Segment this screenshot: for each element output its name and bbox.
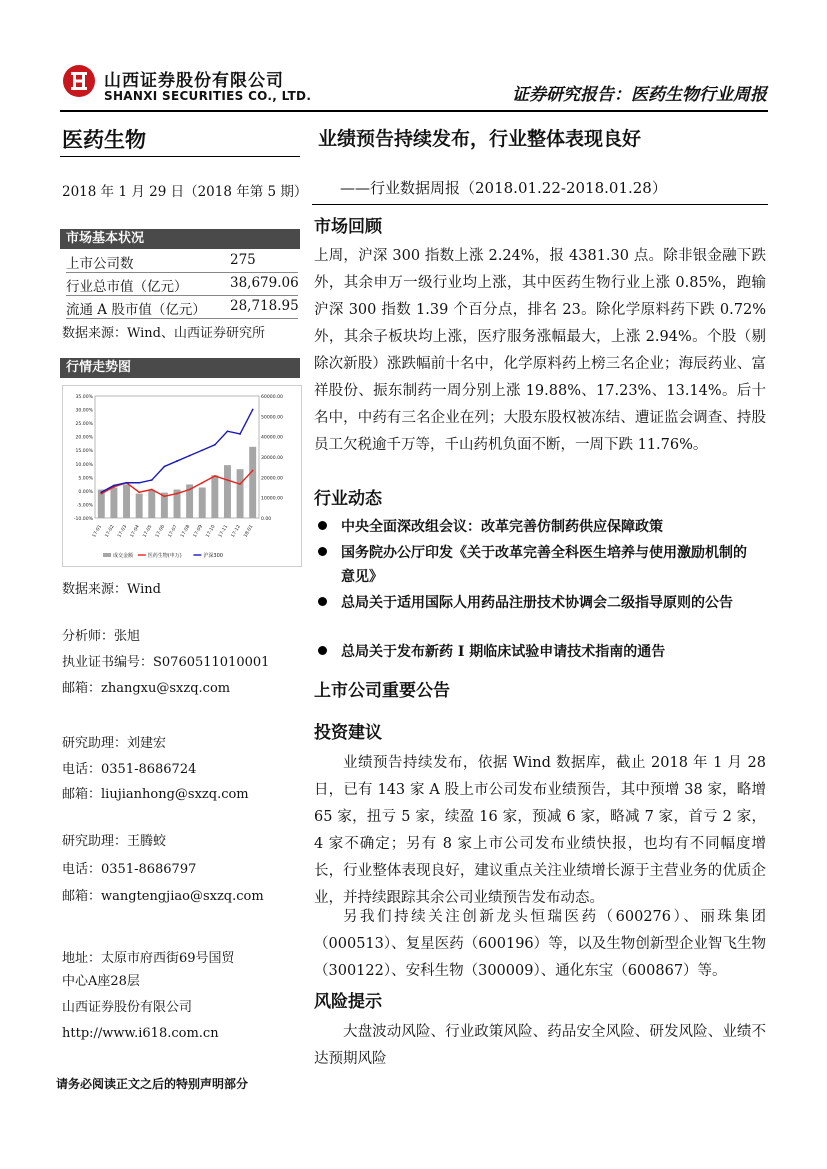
section-title-investment: 投资建议 <box>314 723 382 743</box>
risk-text: 大盘波动风险、行业政策风险、药品安全风险、研发风险、业绩不达预期风险 <box>314 1024 766 1067</box>
right-tick-label: 20000.00 <box>261 476 283 482</box>
report-date: 2018 年 1 月 29 日（2018 年第 5 期） <box>62 184 308 200</box>
series-point <box>176 493 178 495</box>
x-tick-label: 17-01 <box>92 524 104 539</box>
volume-bar <box>123 484 130 518</box>
market-review-text: 上周，沪深 300 指数上涨 2.24%，报 4381.30 点。除非银金融下跌外，其余申万一级行业均上涨，其中医药生物行业上涨 0.85%，跑输沪深 300 指数 1.39 个百分点，排名 23。除化学原料药下跌 0.72% 外，其余子板块均上涨，医疗服务涨幅最大，上涨 2.94%。个股（剔除次新股）涨跌幅前十名中，化学原料药上榜三名企业；海辰药业、富祥股份、振东制药一周分别上涨 19.88%、17.23%、13.14%。后十名中，中药有三名企业在列；大股东股权被冻结、遭证监会调查、持股员工欠税逾千万等，千山药机负面不断，一周下跌 11.76%。 <box>314 248 766 453</box>
legend-label: 医药生物(申万) <box>147 553 182 559</box>
right-tick-label: 60000.00 <box>261 395 283 400</box>
stat-label: 行业总市值（亿元） <box>66 279 188 295</box>
x-tick-label: 17-09 <box>192 524 204 539</box>
stat-row <box>66 250 298 273</box>
series-point <box>113 485 115 487</box>
analyst-email[interactable]: 邮箱：zhangxu@sxzq.com <box>62 681 231 696</box>
volume-bar <box>211 475 218 518</box>
report-subtitle: ——行业数据周报（2018.01.22-2018.01.28） <box>340 179 667 197</box>
bullet-icon <box>318 521 327 530</box>
series-point <box>239 433 241 435</box>
x-tick-label: 17-10 <box>205 524 217 539</box>
series-point <box>214 444 216 446</box>
right-tick-label: 30000.00 <box>261 456 283 461</box>
industry-news-item: 总局关于适用国际人用药品注册技术协调会二级指导原则的公告 <box>318 591 751 615</box>
sector-title: 医药生物 <box>62 127 146 152</box>
company-address: 地址：太原市府西街69号国贸 <box>62 951 235 966</box>
assistant-name: 研究助理：王腾蛟 <box>62 834 167 849</box>
legend-label: 成交金额 <box>113 553 134 559</box>
assistant-phone: 电话：0351-8686724 <box>62 762 197 777</box>
series-point <box>151 479 153 481</box>
left-tick-label: 25.00% <box>75 422 93 428</box>
series-point <box>151 489 153 491</box>
legend-swatch <box>103 553 111 557</box>
assistant-phone: 电话：0351-8686797 <box>62 862 197 877</box>
bullet-icon <box>318 597 327 606</box>
stat-label: 上市公司数 <box>66 256 134 272</box>
section-title-market-review: 市场回顾 <box>314 217 382 237</box>
stat-row <box>66 273 298 296</box>
company-website[interactable]: http://www.i618.com.cn <box>62 1026 219 1041</box>
series-point <box>138 491 140 493</box>
assistant-email[interactable]: 邮箱：liujianhong@sxzq.com <box>62 787 249 802</box>
trend-chart-header: 行情走势图 <box>60 358 300 378</box>
stat-row <box>66 296 298 319</box>
volume-bar <box>199 488 206 519</box>
stat-label: 流通 A 股市值（亿元） <box>66 302 206 318</box>
x-tick-label: 17-07 <box>167 524 179 539</box>
bullet-icon <box>318 646 327 655</box>
volume-bar <box>249 447 256 518</box>
industry-news-item: 中央全面深改组会议：改革完善仿制药供应保障政策 <box>318 515 751 539</box>
section-title-industry: 行业动态 <box>314 489 382 509</box>
investment-text: 业绩预告持续发布，依据 Wind 数据库，截止 2018 年 1 月 28 日，已有 143 家 A 股上市公司发布业绩预告，其中预增 38 家，略增 65 家，扭亏 5 家，续盈 16 家，预减 6 家，略减 7 家，首亏 2 家， 4 家不确定；另有 8 家上市公司发布业绩快报，也均有不同幅度增长，行业整体表现良好，建议重点关注业绩增长源于主营业务的优质企业，并持续跟踪其余公司业绩预告发布动态。 <box>314 755 766 906</box>
series-point <box>239 483 241 485</box>
market-basics-source: 数据来源：Wind、山西证券研究所 <box>62 326 265 341</box>
left-tick-label: 10.00% <box>75 462 93 468</box>
left-tick-label: 5.00% <box>78 476 93 482</box>
company-name-cn: 山西证券股份有限公司 <box>104 71 284 91</box>
series-point <box>126 482 128 484</box>
industry-news-item: 国务院办公厅印发《关于改革完善全科医生培养与使用激励机制的意见》 <box>318 541 751 589</box>
stat-value: 275 <box>230 252 256 268</box>
analyst-cert: 执业证书编号：S0760511010001 <box>62 655 270 670</box>
series-point <box>163 495 165 497</box>
analyst-name: 分析师：张旭 <box>62 629 141 644</box>
right-tick-label: 0.00 <box>261 517 272 522</box>
volume-bar <box>148 491 155 518</box>
series-point <box>252 470 254 472</box>
series-point <box>189 455 191 457</box>
x-tick-label: 17-04 <box>129 524 141 539</box>
left-tick-label: 15.00% <box>75 449 93 455</box>
series-point <box>252 409 254 411</box>
right-tick-label: 10000.00 <box>261 496 283 502</box>
company-name: 山西证券股份有限公司 <box>62 1000 193 1015</box>
x-tick-label: 18-01 <box>243 524 255 539</box>
x-tick-label: 17-11 <box>218 524 230 539</box>
series-point <box>227 479 229 481</box>
series-point <box>227 430 229 432</box>
stat-value: 28,718.95 <box>230 298 299 314</box>
assistant-email[interactable]: 邮箱：wangtengjiao@sxzq.com <box>62 889 264 904</box>
trend-chart <box>62 385 302 567</box>
company-address-line2: 中心A座28层 <box>62 974 140 989</box>
report-type: 证券研究报告：医药生物行业周报 <box>512 85 767 105</box>
section-title-announcements: 上市公司重要公告 <box>314 681 450 701</box>
trend-chart-source: 数据来源：Wind <box>62 582 161 597</box>
series-point <box>138 482 140 484</box>
assistant-name: 研究助理：刘建宏 <box>62 736 167 751</box>
right-tick-label: 40000.00 <box>261 435 283 441</box>
section-title-risk: 风险提示 <box>314 992 382 1012</box>
x-tick-label: 17-05 <box>142 524 154 539</box>
x-tick-label: 17-02 <box>104 524 116 539</box>
disclaimer-note: 请务必阅读正文之后的特别声明部分 <box>56 1077 249 1091</box>
left-tick-label: -5.00% <box>76 503 93 509</box>
series-point <box>100 491 102 493</box>
company-name-en: SHANXI SECURITIES CO., LTD. <box>104 89 312 103</box>
left-tick-label: 20.00% <box>75 435 93 441</box>
volume-bar <box>136 494 143 518</box>
report-headline: 业绩预告持续发布，行业整体表现良好 <box>318 128 642 150</box>
x-tick-label: 17-12 <box>230 524 242 539</box>
legend-label: 沪深300 <box>203 553 223 559</box>
series-point <box>176 460 178 462</box>
volume-bar <box>224 465 231 518</box>
series-point <box>189 489 191 491</box>
series-point <box>201 482 203 484</box>
left-tick-label: -10.00% <box>73 517 93 522</box>
subtitle-divider <box>312 204 768 205</box>
left-tick-label: 0.00% <box>78 489 93 495</box>
sector-divider <box>60 156 300 157</box>
market-basics-header: 市场基本状况 <box>60 229 300 249</box>
series-point <box>214 475 216 477</box>
x-tick-label: 17-06 <box>155 524 167 539</box>
header-divider <box>60 110 768 112</box>
x-tick-label: 17-03 <box>117 524 129 539</box>
industry-news-item: 总局关于发布新药 I 期临床试验申请技术指南的通告 <box>318 640 751 664</box>
left-tick-label: 35.00% <box>75 395 93 400</box>
volume-bar <box>110 488 117 519</box>
volume-bar <box>237 469 244 518</box>
series-point <box>163 466 165 468</box>
left-tick-label: 30.00% <box>75 408 93 414</box>
right-tick-label: 50000.00 <box>261 415 283 421</box>
trend-chart-svg <box>63 386 301 566</box>
company-logo <box>62 64 96 98</box>
stat-value: 38,679.06 <box>230 275 299 291</box>
bullet-icon <box>318 547 327 556</box>
series-point <box>201 449 203 451</box>
investment-picks-text: 另我们持续关注创新龙头恒瑞医药（600276）、丽珠集团（000513）、复星医药（600196）等，以及生物创新型企业智飞生物（300122）、安科生物（300009）、通化东宝（600867）等。 <box>314 909 766 979</box>
x-tick-label: 17-08 <box>180 524 192 539</box>
